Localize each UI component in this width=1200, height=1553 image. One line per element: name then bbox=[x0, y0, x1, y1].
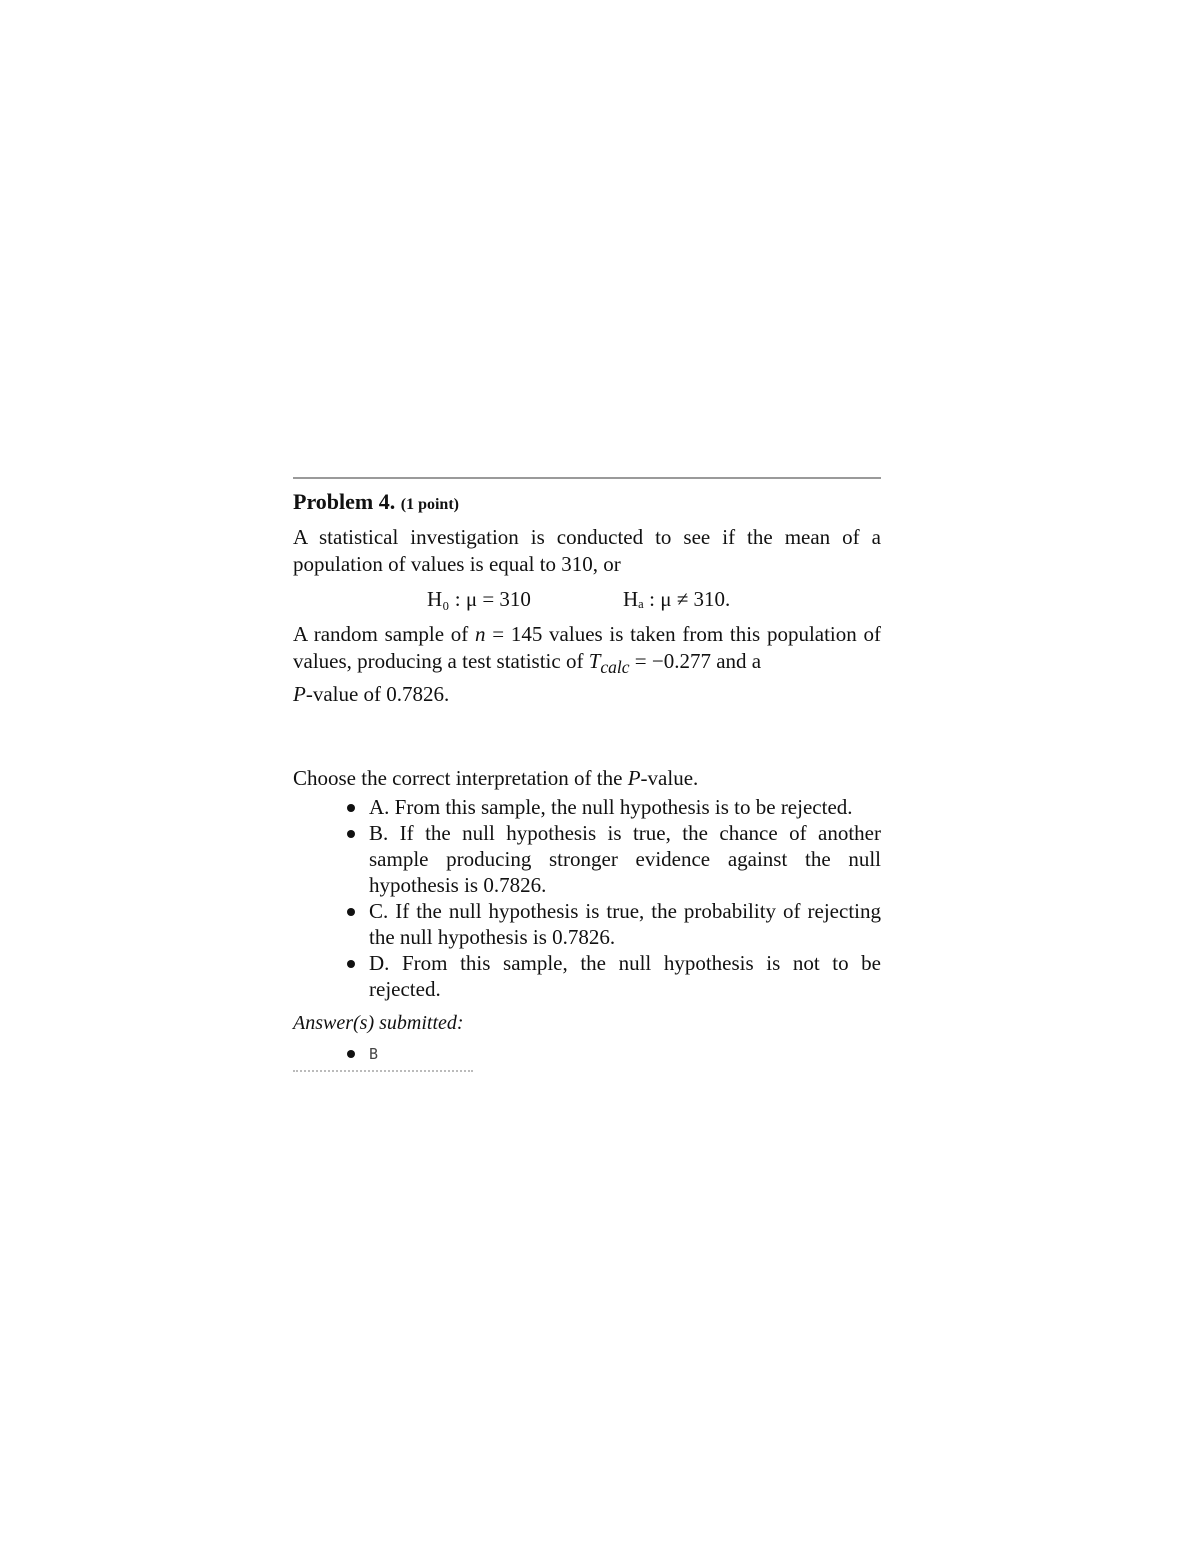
option-a: A. From this sample, the null hypothesis is to be rejected. bbox=[369, 794, 881, 820]
sample-p-text: -value of 0.7826. bbox=[305, 682, 450, 707]
answer-options bbox=[293, 794, 881, 1002]
t-subscript: calc bbox=[600, 657, 630, 678]
submitted-label: Answer(s) submitted: bbox=[293, 1012, 464, 1035]
option-c: C. If the null hypothesis is true, the probability of rejecting the null hypothesis is 0.7826. bbox=[369, 899, 881, 950]
alternative-hypothesis: Hₐ : μ ≠ 310. bbox=[623, 587, 731, 611]
t-variable: T bbox=[588, 649, 601, 673]
problem-heading bbox=[293, 489, 881, 518]
sample-prefix: A random sample of bbox=[293, 622, 476, 646]
problem-intro: A statistical investigation is conducted to see if the mean of a population of values is equal to 310, or bbox=[293, 525, 881, 576]
sample-t-text: = −0.277 and a bbox=[629, 649, 762, 673]
option-b: B. If the null hypothesis is true, the chance of another sample producing stronger evidence against the null hypothesis is 0.7826. bbox=[369, 821, 881, 898]
sample-n-text: = 145 values is taken from this population of values, producing a test statistic of bbox=[293, 622, 881, 673]
submitted-answer: B bbox=[369, 1042, 881, 1066]
question-prompt bbox=[293, 765, 881, 792]
question-suffix: -value. bbox=[640, 766, 699, 791]
n-variable: n bbox=[475, 622, 486, 646]
top-divider bbox=[293, 477, 881, 479]
problem-points: (1 point) bbox=[400, 496, 459, 513]
problem-title: Problem 4. bbox=[293, 489, 396, 514]
hypotheses bbox=[293, 586, 881, 613]
p-variable: P bbox=[293, 682, 306, 707]
null-hypothesis: H₀ : μ = 310 bbox=[427, 587, 531, 611]
sample-description bbox=[293, 621, 881, 708]
question-prefix: Choose the correct interpretation of the bbox=[293, 766, 628, 791]
problem-block bbox=[293, 477, 881, 1076]
page-cut-line bbox=[293, 1070, 473, 1076]
submitted-answers bbox=[293, 1042, 881, 1066]
option-d: D. From this sample, the null hypothesis is not to be rejected. bbox=[369, 951, 881, 1002]
question-p-variable: P bbox=[627, 766, 641, 791]
